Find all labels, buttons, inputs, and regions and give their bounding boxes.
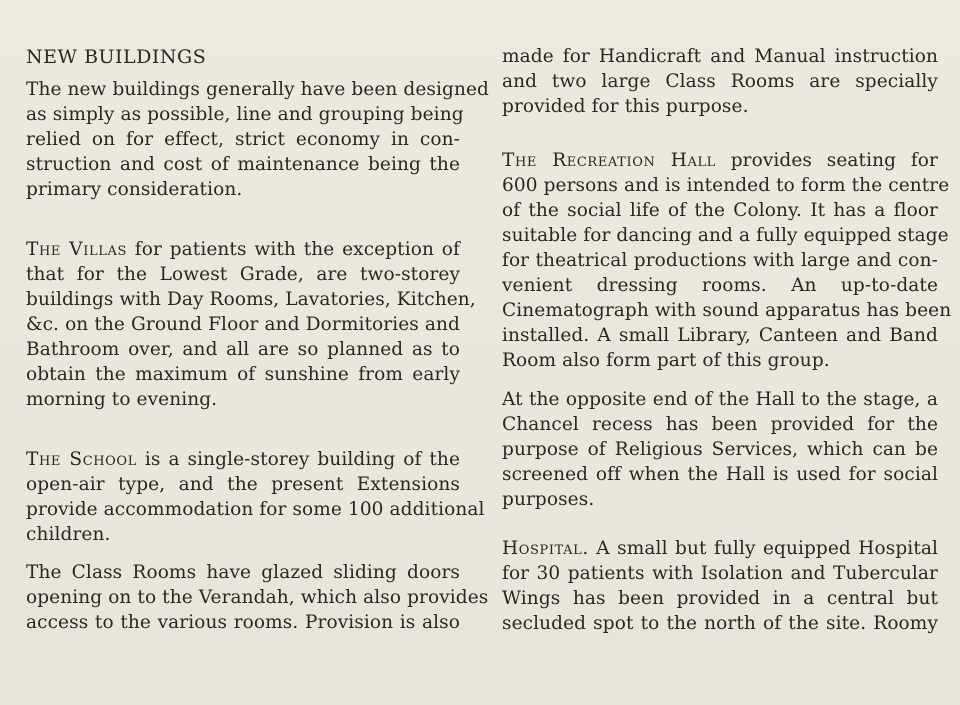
paragraph-line: provide accommodation for some 100 additional (26, 499, 485, 520)
paragraph-line: secluded spot to the north of the site. Roomy (502, 613, 938, 634)
paragraph-line: opening on to the Verandah, which also provides (26, 587, 489, 608)
paragraph-line: Room also form part of this group. (502, 350, 830, 371)
paragraph-line: &c. on the Ground Floor and Dormitories and (26, 314, 460, 335)
paragraph-line: primary consideration. (26, 179, 243, 200)
paragraph-line: Hospital. A small but fully equipped Hospital (502, 538, 938, 559)
paragraph-line: of the social life of the Colony. It has a floor (502, 200, 938, 221)
paragraph-line: for theatrical productions with large and con- (502, 250, 938, 271)
paragraph-line: 600 persons and is intended to form the centre (502, 175, 950, 196)
paragraph-line: purposes. (502, 489, 595, 510)
paragraph-line: open-air type, and the present Extensions (26, 474, 460, 495)
paragraph-line: obtain the maximum of sunshine from early (26, 364, 460, 385)
paragraph-line: Wings has been provided in a central but (502, 588, 938, 609)
paragraph-line: that for the Lowest Grade, are two-storey (26, 264, 460, 285)
paragraph-line: purpose of Religious Services, which can be (502, 439, 938, 460)
paragraph-line: for 30 patients with Isolation and Tubercular (502, 563, 938, 584)
paragraph-line: relied on for effect, strict economy in con- (26, 129, 460, 150)
paragraph-line: made for Handicraft and Manual instruction (502, 46, 938, 67)
paragraph-line: as simply as possible, line and grouping being (26, 104, 464, 125)
paragraph-line: children. (26, 524, 111, 545)
paragraph-line: access to the various rooms. Provision is also (26, 612, 460, 633)
lead-in: Hospital. (502, 538, 589, 559)
paragraph-line: The School is a single-storey building of the (26, 449, 460, 470)
lead-in: The Recreation Hall (502, 150, 716, 171)
paragraph-line: morning to evening. (26, 389, 218, 410)
paragraph-line: and two large Class Rooms are specially (502, 71, 938, 92)
paragraph-line: The Villas for patients with the exception of (26, 239, 460, 260)
paragraph-line: Cinematograph with sound apparatus has been (502, 300, 952, 321)
section-heading: NEW BUILDINGS (26, 46, 207, 68)
paragraph-line: Chancel recess has been provided for the (502, 414, 938, 435)
paragraph-line: screened off when the Hall is used for social (502, 464, 938, 485)
lead-in: The School (26, 449, 137, 470)
paragraph-line: struction and cost of maintenance being the (26, 154, 460, 175)
paragraph-line: The Class Rooms have glazed sliding doors (26, 562, 460, 583)
paragraph-line: installed. A small Library, Canteen and Band (502, 325, 938, 346)
paragraph-line: Bathroom over, and all are so planned as to (26, 339, 460, 360)
paragraph-line: The Recreation Hall provides seating for (502, 150, 938, 171)
paragraph-line: suitable for dancing and a fully equipped stage (502, 225, 949, 246)
paragraph-line: buildings with Day Rooms, Lavatories, Kitchen, (26, 289, 476, 310)
paragraph-line: provided for this purpose. (502, 96, 749, 117)
paragraph-line: venient dressing rooms. An up-to-date (502, 275, 938, 296)
lead-in: The Villas (26, 239, 127, 260)
paragraph-line: At the opposite end of the Hall to the stage, a (502, 389, 938, 410)
paragraph-line: The new buildings generally have been designed (26, 79, 489, 100)
